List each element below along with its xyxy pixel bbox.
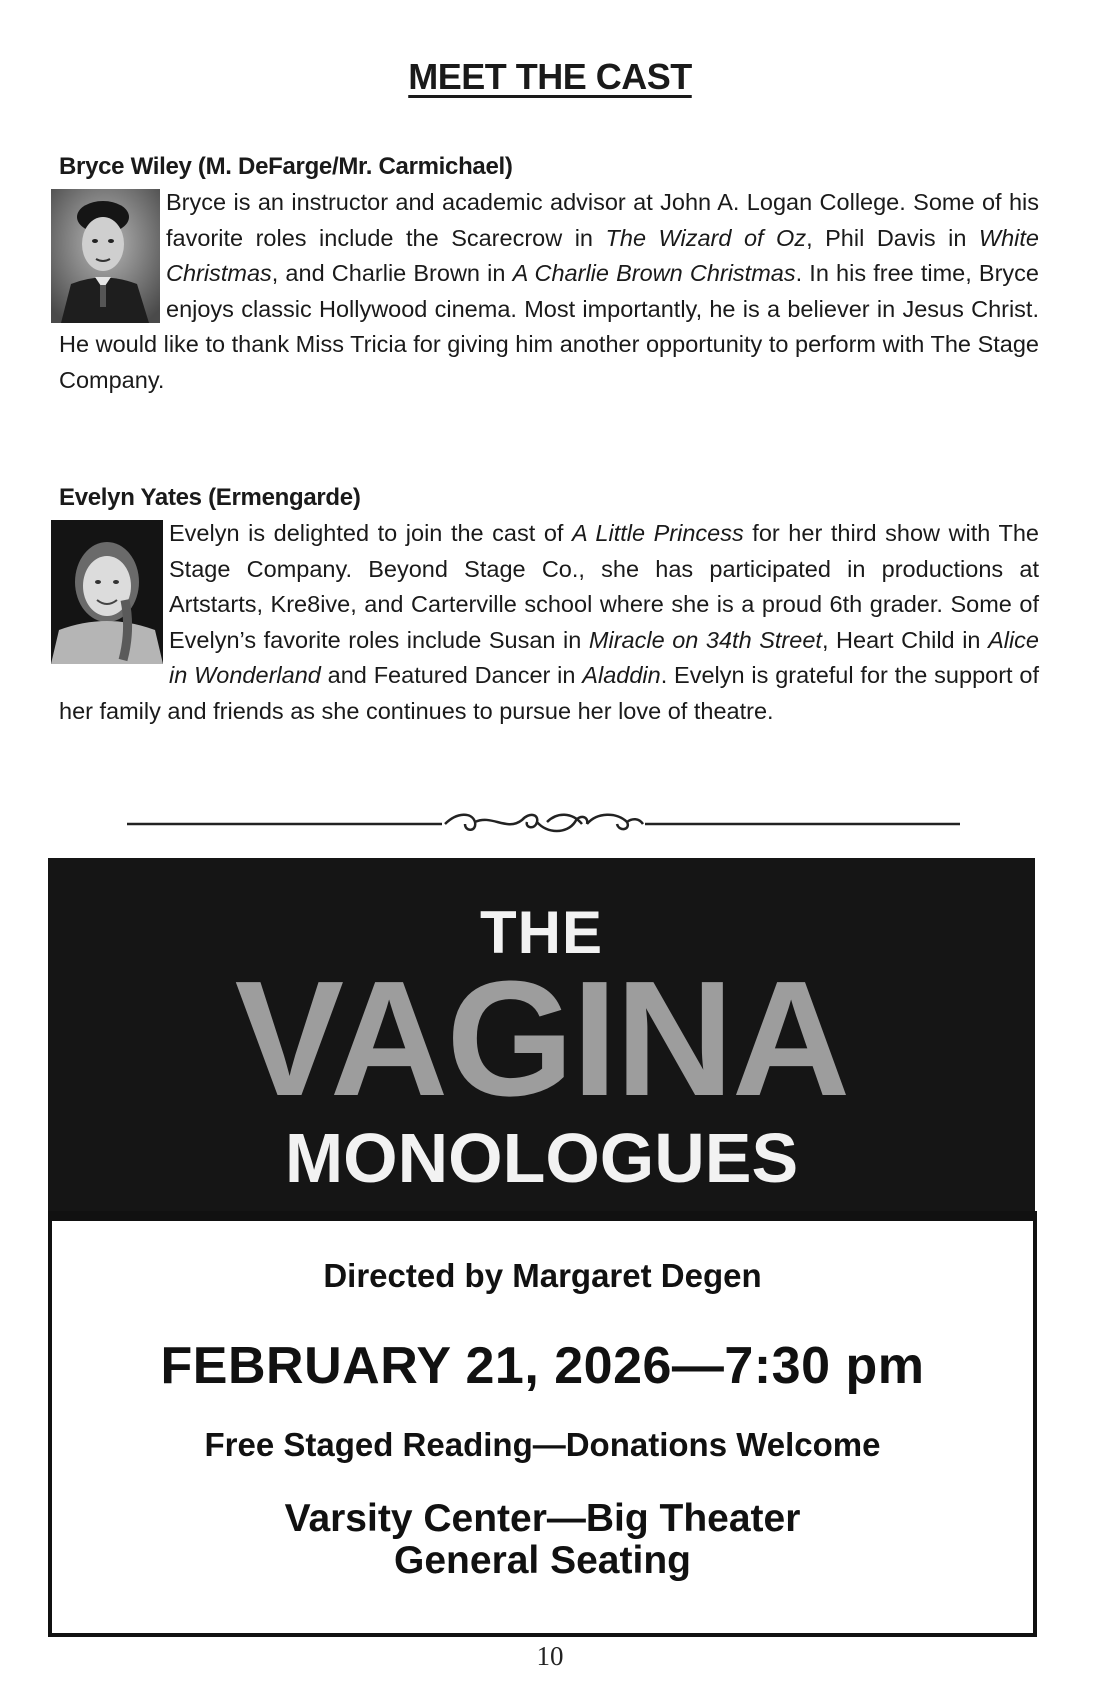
poster-director: Directed by Margaret Degen bbox=[323, 1257, 762, 1294]
bio-segment: and Featured Dancer in bbox=[320, 662, 583, 688]
poster-admission: Free Staged Reading—Donations Welcome bbox=[204, 1426, 881, 1463]
headshot-photo bbox=[51, 189, 160, 323]
poster-venue: Varsity Center—Big Theater bbox=[284, 1497, 801, 1540]
poster-venue-block bbox=[52, 1498, 1033, 1582]
cast-bio-bryce bbox=[59, 153, 1039, 398]
cast-bio-evelyn bbox=[59, 484, 1039, 729]
headshot-photo bbox=[51, 520, 163, 664]
bio-title-italic: Miracle on 34th Street bbox=[588, 626, 822, 653]
ornamental-divider bbox=[127, 808, 960, 838]
bio-segment: . In his free time, Bryce enjoys classic Hollywood cinema. Most importantly, he is a believer in Jesus Christ. He would like to thank Miss Tricia for giving him another opportunity to perform with The Stage Company. bbox=[59, 260, 1039, 393]
poster-title-sub: MONOLOGUES bbox=[284, 1119, 799, 1197]
bio-title-italic: The Wizard of Oz bbox=[605, 224, 807, 251]
cast-bio-text bbox=[59, 185, 1039, 398]
bio-title-italic: A Charlie Brown Christmas bbox=[512, 260, 796, 286]
page-number: 10 bbox=[536, 1641, 564, 1671]
bio-segment: , Heart Child in bbox=[821, 626, 989, 653]
poster-title-main: VAGINA bbox=[234, 947, 849, 1130]
bio-segment: , and Charlie Brown in bbox=[271, 260, 513, 286]
bio-segment: Evelyn is delighted to join the cast of bbox=[169, 520, 573, 546]
page-title: MEET THE CAST bbox=[408, 56, 692, 97]
bio-segment: Bryce is an instructor and academic advisor at John A. Logan College. Some of his favorite roles include the Scarecrow in bbox=[166, 189, 1039, 251]
bio-title-italic: Alice in Wonderland bbox=[169, 626, 1039, 688]
bio-segment: , Phil Davis in bbox=[806, 224, 979, 251]
poster-date-time: FEBRUARY 21, 2026—7:30 pm bbox=[160, 1337, 925, 1395]
bio-title-italic: Aladdin bbox=[582, 662, 661, 688]
bio-title-italic: A Little Princess bbox=[572, 520, 744, 546]
cast-name-heading: Evelyn Yates (Ermengarde) bbox=[59, 484, 361, 511]
poster-title-the: THE bbox=[480, 899, 603, 966]
bio-title-italic: White Christmas bbox=[166, 224, 1039, 286]
poster-seating: General Seating bbox=[394, 1539, 691, 1582]
cast-bio-text bbox=[59, 516, 1039, 729]
poster-title-block bbox=[48, 858, 1035, 1211]
event-poster bbox=[48, 858, 1035, 1632]
poster-details-box bbox=[48, 1211, 1037, 1637]
bio-segment: for her third show with The Stage Company. Beyond Stage Co., she has participated in productions at Artstarts, Kre8ive, and Carterville school where she is a proud 6th grader. Some of Evelyn’s favorite roles include Susan in bbox=[169, 520, 1039, 653]
bio-segment: . Evelyn is grateful for the support of her family and friends as she continues to pursue her love of theatre. bbox=[59, 662, 1039, 724]
cast-name-heading: Bryce Wiley (M. DeFarge/Mr. Carmichael) bbox=[59, 153, 513, 180]
